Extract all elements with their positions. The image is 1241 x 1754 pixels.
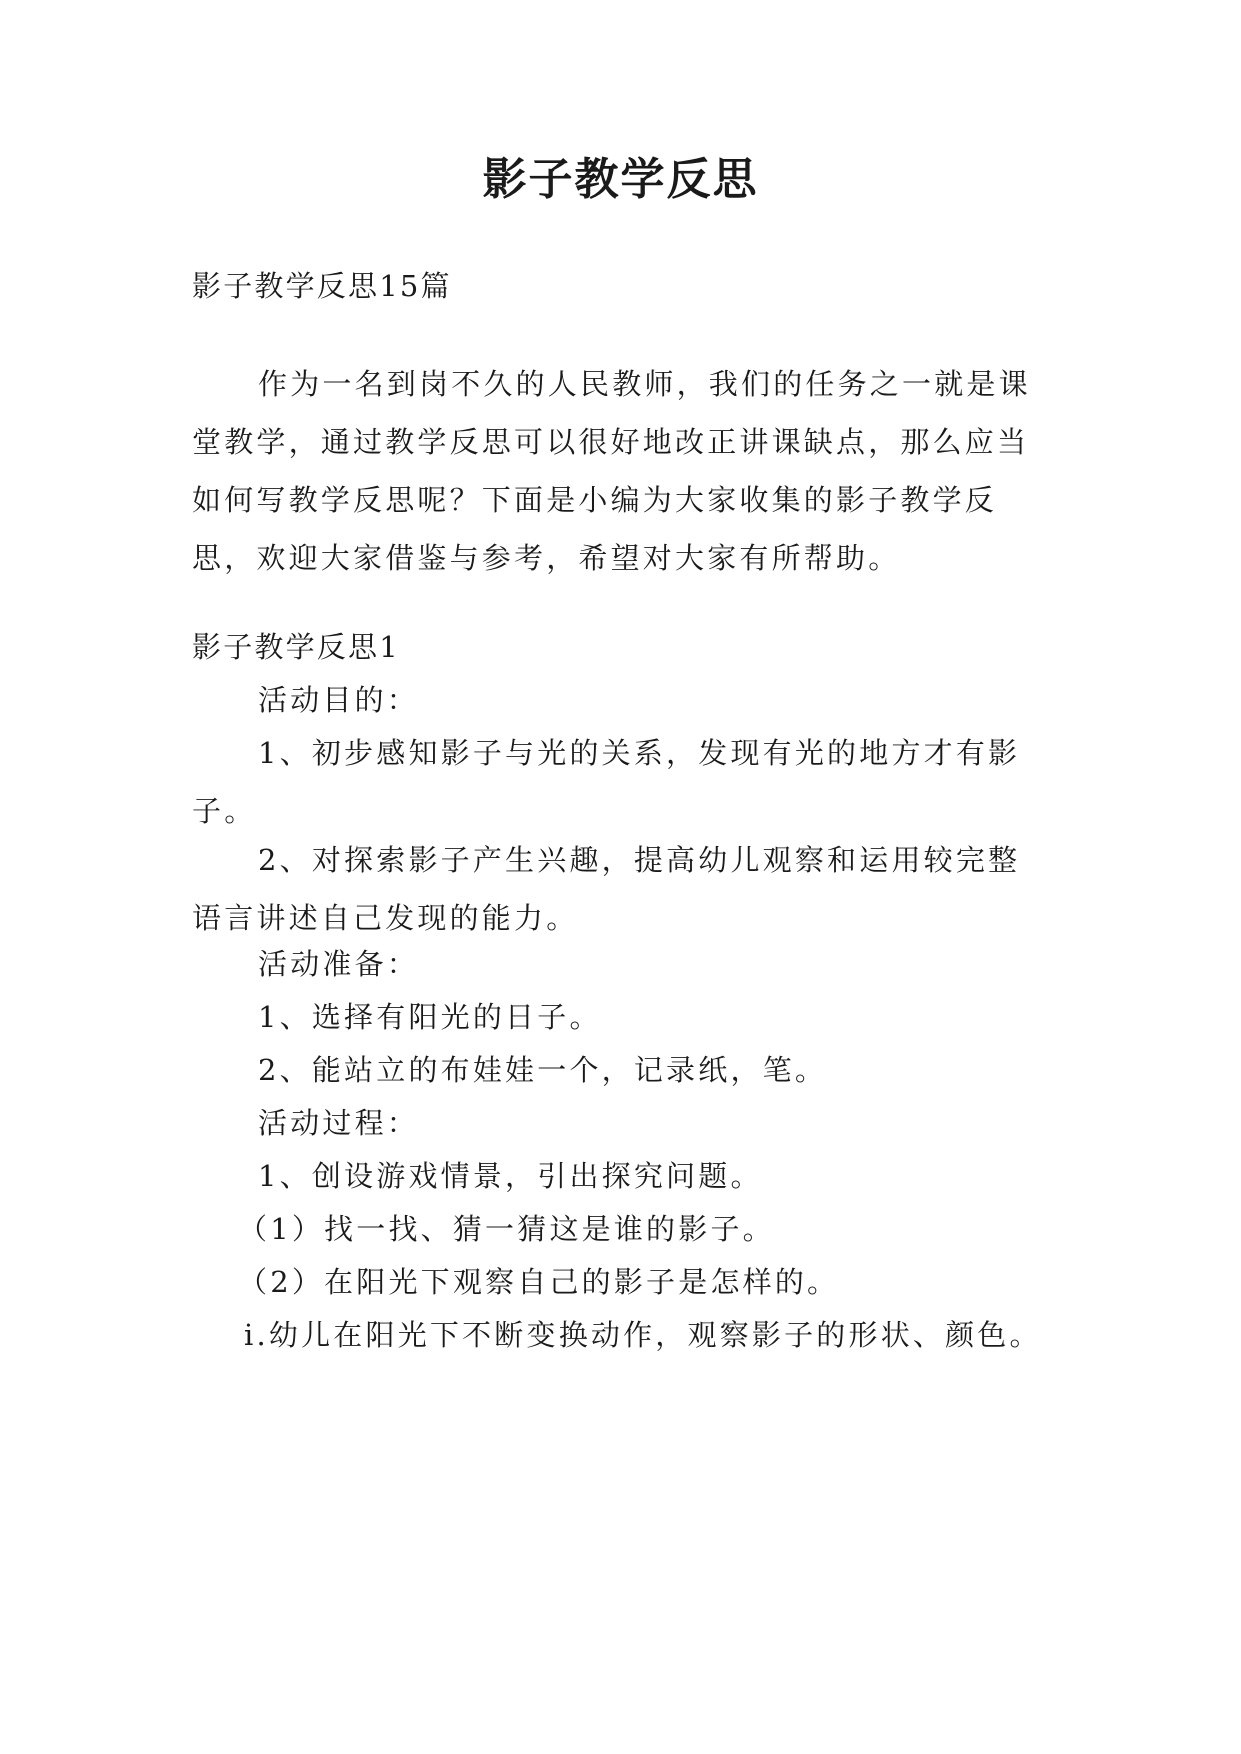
intro-paragraph: 作为一名到岗不久的人民教师，我们的任务之一就是课堂教学，通过教学反思可以很好地改正讲课缺点，那么应当如何写教学反思呢？下面是小编为大家收集的影子教学反思，欢迎大家借鉴与参考，希望对大家有所帮助。 (192, 367, 1031, 575)
prep-heading: 活动准备： (258, 947, 420, 981)
prep-item-1: 1、选择有阳光的日子。 (258, 1000, 602, 1034)
process-subitem-b: （2）在阳光下观察自己的影子是怎样的。 (238, 1265, 840, 1299)
goal-item-2: 2、对探索影子产生兴趣，提高幼儿观察和运用较完整语言讲述自己发现的能力。 (192, 843, 1021, 935)
document-title: 影子教学反思 (482, 154, 759, 205)
goal-item-1: 1、初步感知影子与光的关系，发现有光的地方才有影子。 (192, 736, 1021, 828)
goal-heading: 活动目的： (258, 683, 420, 717)
section-heading: 影子教学反思1 (192, 630, 400, 664)
document-subtitle: 影子教学反思15篇 (192, 269, 452, 303)
process-item-1: 1、创设游戏情景，引出探究问题。 (258, 1159, 763, 1193)
prep-item-2: 2、能站立的布娃娃一个，记录纸，笔。 (258, 1053, 828, 1087)
process-subitem-a: （1）找一找、猜一猜这是谁的影子。 (238, 1212, 775, 1246)
process-heading: 活动过程： (258, 1106, 420, 1140)
process-subitem-b-i: ⅰ.幼儿在阳光下不断变换动作，观察影子的形状、颜色。 (244, 1318, 1042, 1352)
